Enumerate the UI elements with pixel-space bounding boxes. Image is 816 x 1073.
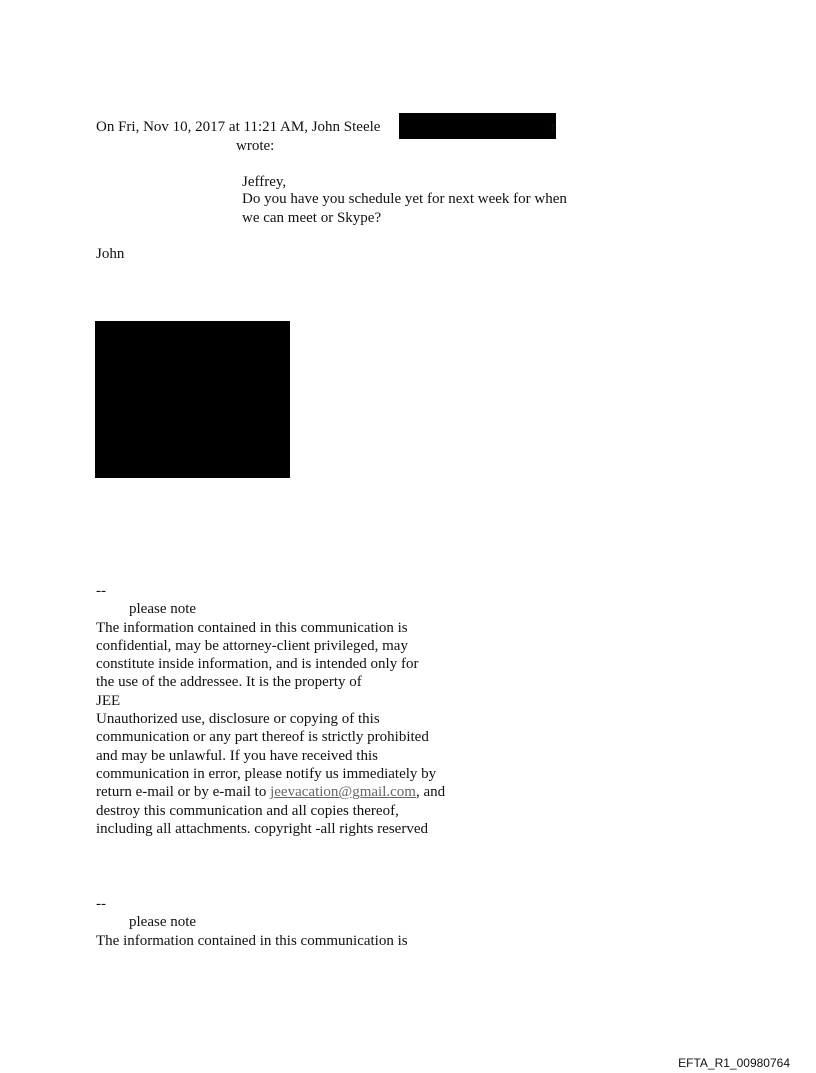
- disclaimer-note: please note: [129, 601, 197, 618]
- disclaimer-separator: --: [96, 583, 106, 599]
- header-tail-char: r: [551, 119, 556, 135]
- quoted-greeting: Jeffrey,: [242, 174, 287, 190]
- sender-text: On Fri, Nov 10, 2017 at 11:21 AM, John Steele: [96, 119, 381, 135]
- disclaimer-line: including all attachments. copyright -all rights reserved: [96, 820, 428, 837]
- disclaimer-line: destroy this communication and all copies thereof,: [96, 802, 399, 819]
- email-link[interactable]: jeevacation@gmail.com: [270, 784, 416, 801]
- redaction-bar-email: [399, 113, 556, 139]
- disclaimer-line: communication or any part thereof is strictly prohibited: [96, 729, 429, 746]
- quoted-line-2: we can meet or Skype?: [242, 210, 382, 226]
- disclaimer-line: constitute inside information, and is intended only for: [96, 656, 419, 673]
- disclaimer-email-line: return e-mail or by e-mail to jeevacation@gmail.com, and: [96, 784, 446, 801]
- disclaimer-line: The information contained in this communication is: [96, 932, 408, 949]
- quoted-line-1: Do you have you schedule yet for next week for when: [242, 191, 567, 207]
- document-id: EFTA_R1_00980764: [678, 1056, 790, 1070]
- disclaimer-block-2: [96, 895, 408, 950]
- signature-name: John: [96, 246, 125, 262]
- disclaimer-line: communication in error, please notify us immediately by: [96, 765, 437, 782]
- disclaimer-line: the use of the addressee. It is the property of: [96, 674, 362, 691]
- disclaimer-line: and may be unlawful. If you have received this: [96, 747, 378, 764]
- disclaimer-note: please note: [129, 914, 197, 931]
- disclaimer-block-1: [96, 582, 445, 838]
- disclaimer-line: Unauthorized use, disclosure or copying of this: [96, 711, 380, 728]
- disclaimer-line: JEE: [96, 692, 121, 709]
- disclaimer-separator: --: [96, 896, 106, 912]
- redaction-block-signature: [95, 321, 290, 478]
- disclaimer-line: confidential, may be attorney-client privileged, may: [96, 637, 408, 654]
- header-line-2: wrote:: [236, 138, 275, 154]
- disclaimer-line: The information contained in this communication is: [96, 619, 408, 636]
- header-line-1: [96, 118, 380, 136]
